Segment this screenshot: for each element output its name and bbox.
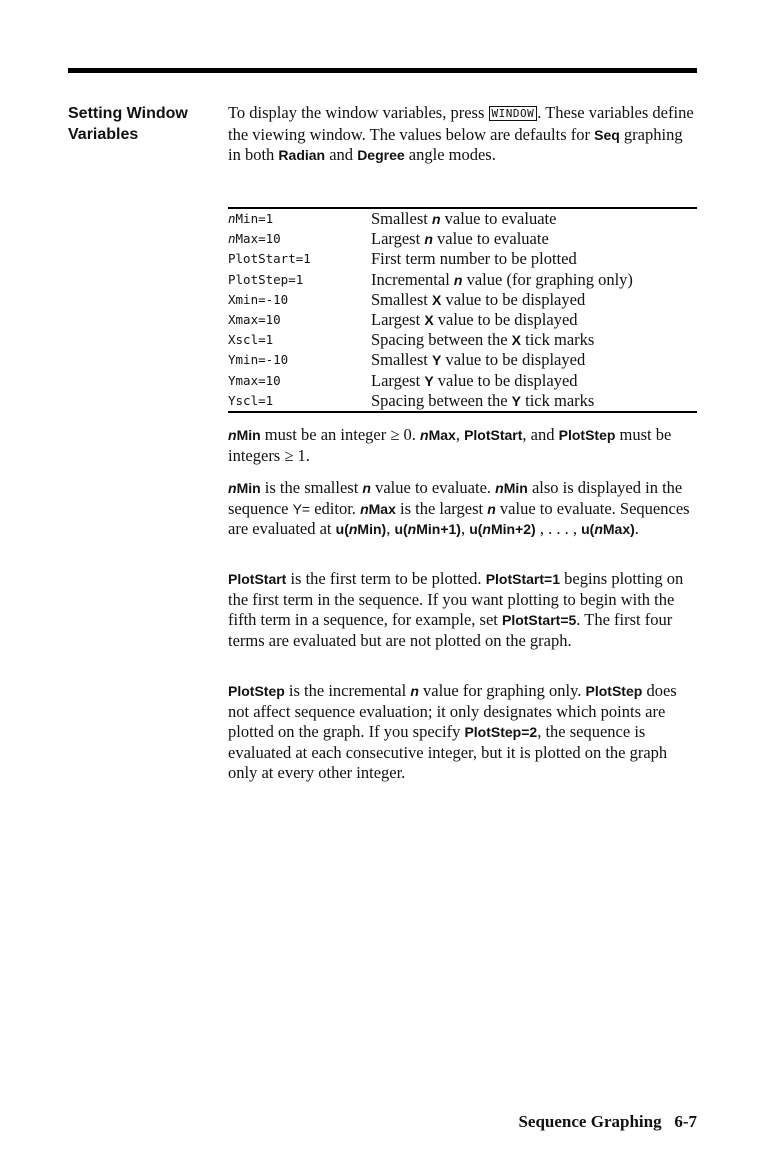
term-plotstep-2: PlotStep=2 [464, 724, 538, 740]
description-term: n [424, 231, 433, 248]
variable-setting: Xscl=1 [228, 332, 274, 348]
u-term: Min+2) [490, 521, 536, 537]
text: value to evaluate. Sequences are evaluated at [228, 498, 690, 538]
text: . The first four terms are evaluated but are not plotted on the graph. [228, 610, 673, 650]
description-term: Y [431, 352, 442, 369]
table-row [228, 208, 697, 229]
term-plotstart: PlotStart [464, 427, 523, 443]
variable-name [228, 270, 371, 290]
paragraph-nmin-nmax [228, 478, 698, 540]
u-term: u( [469, 521, 483, 537]
section-heading-line1: Setting Window [68, 105, 188, 122]
term-nmin: Min [503, 480, 528, 496]
u-term: u( [335, 521, 349, 537]
description-text: Largest [371, 229, 425, 249]
variable-description [371, 229, 697, 249]
variable-description [371, 270, 697, 290]
intro-text: graphing in both [228, 124, 683, 164]
section-heading-line2: Variables [68, 126, 139, 143]
variable-description [371, 208, 697, 229]
table-row [228, 270, 697, 290]
description-term: n [453, 271, 463, 288]
term-n: n [420, 427, 429, 443]
window-key: WINDOW [489, 106, 538, 121]
intro-text: . These variables define the viewing window. The values below are defaults for [228, 103, 694, 144]
text: is the smallest [260, 478, 363, 497]
table-row [228, 350, 697, 370]
u-term: Min+1) [416, 521, 461, 537]
variable-setting: Ymax=10 [228, 372, 281, 388]
intro-paragraph [228, 103, 698, 166]
intro-text: and [325, 145, 358, 164]
description-term: Y [511, 392, 522, 409]
description-text: Smallest [371, 209, 432, 228]
table-row [228, 310, 697, 330]
text: , the sequence is evaluated at each consecutive integer, but it is plotted on the graph only at every other integer. [228, 722, 668, 782]
term-nmax: Max [428, 427, 456, 443]
text: does not affect sequence evaluation; it only designates which points are plotted on the graph. If you specify [228, 681, 677, 741]
top-rule [68, 68, 697, 73]
description-text: Smallest [371, 350, 432, 370]
term-plotstart: PlotStart [228, 571, 287, 587]
variable-description [371, 350, 697, 370]
variable-description [371, 249, 697, 269]
window-variables-table [228, 207, 697, 413]
u-term: Max) [602, 521, 635, 537]
variable-setting: Xmin=-10 [228, 291, 289, 307]
variable-description [371, 371, 697, 391]
text: must be an integer ≥ 0. [260, 425, 421, 444]
text: value for graphing only. [418, 681, 586, 700]
description-text: value to be displayed [441, 350, 586, 370]
description-text: value to be displayed [433, 309, 578, 329]
seq-term: Seq [594, 126, 620, 143]
text: . [634, 519, 639, 538]
y-equals-editor: Y= [292, 500, 311, 517]
description-text: Largest [371, 309, 425, 329]
u-term: Min) [357, 521, 387, 537]
text: editor. [310, 498, 361, 518]
description-term: Y [424, 372, 434, 389]
description-text: Incremental [371, 269, 454, 289]
table-row [228, 371, 697, 391]
variable-setting: PlotStep=1 [228, 271, 304, 287]
term-n: n [407, 521, 417, 537]
variable-setting: Xmax=10 [228, 311, 281, 327]
table-row [228, 290, 697, 310]
term-n: n [482, 521, 491, 537]
text: value to evaluate. [370, 478, 496, 497]
description-text: Spacing between the [371, 390, 512, 410]
variable-description [371, 330, 697, 350]
text: , [386, 519, 395, 538]
term-n: n [487, 500, 496, 517]
text: is the first term to be plotted. [286, 569, 486, 588]
variable-n-prefix: n [228, 231, 236, 247]
variable-name [228, 290, 371, 310]
table-row [228, 391, 697, 412]
variable-name [228, 208, 371, 229]
variable-name [228, 229, 371, 249]
section-heading [68, 103, 218, 145]
variable-description [371, 310, 697, 330]
variable-name [228, 330, 371, 350]
intro-text: To display the window variables, press [228, 103, 489, 122]
variable-setting: Yscl=1 [228, 392, 274, 408]
variable-name [228, 371, 371, 391]
term-nmin: Min [236, 427, 261, 443]
description-term: n [431, 211, 441, 227]
table-row [228, 249, 697, 269]
intro-text: angle modes. [404, 145, 496, 164]
term-n: n [228, 427, 237, 443]
radian-term: Radian [278, 147, 326, 163]
description-term: X [431, 291, 442, 308]
variable-description [371, 290, 697, 310]
text: must be integers ≥ 1. [228, 425, 672, 465]
table-row [228, 229, 697, 249]
term-n: n [360, 500, 369, 517]
description-text: tick marks [521, 390, 595, 410]
term-plotstep: PlotStep [228, 683, 285, 699]
description-text: value to be displayed [441, 289, 586, 309]
description-term: X [424, 311, 434, 328]
term-n: n [594, 521, 603, 537]
term-n: n [410, 683, 419, 699]
text: , [460, 519, 470, 538]
description-text: Largest [371, 370, 425, 390]
variable-name [228, 310, 371, 330]
description-text: tick marks [521, 330, 595, 350]
description-term: X [511, 332, 522, 349]
variable-setting: PlotStart=1 [228, 251, 311, 267]
variable-n-prefix: n [228, 211, 236, 226]
term-plotstart-5: PlotStart=5 [501, 612, 577, 628]
variable-setting: Ymin=-10 [228, 352, 289, 368]
variable-name [228, 391, 371, 412]
page-footer [518, 1112, 697, 1132]
text: , [455, 425, 465, 444]
degree-term: Degree [357, 147, 405, 163]
variable-setting: Min=1 [235, 211, 274, 226]
description-text: value to be displayed [433, 370, 578, 390]
term-n: n [228, 480, 237, 496]
description-text: First term number to be plotted [371, 249, 577, 269]
term-n: n [495, 480, 504, 496]
variable-description [371, 391, 697, 412]
description-text: Spacing between the [371, 330, 512, 350]
text: , . . . , [535, 519, 582, 538]
variable-name [228, 249, 371, 269]
description-text: value (for graphing only) [462, 269, 633, 289]
term-nmax: Max [368, 500, 396, 517]
u-term: u( [394, 521, 408, 537]
u-term: u( [581, 521, 595, 537]
footer-title: Sequence Graphing [518, 1112, 662, 1131]
term-nmin: Min [236, 480, 261, 496]
term-plotstep: PlotStep [585, 683, 643, 699]
variable-name [228, 350, 371, 370]
text: also is displayed in the sequence [228, 478, 683, 518]
text: is the incremental [284, 681, 411, 700]
page-number: 6-7 [674, 1112, 697, 1131]
term-n: n [362, 480, 371, 496]
description-text: value to evaluate [440, 209, 557, 228]
term-plotstart-1: PlotStart=1 [485, 571, 560, 587]
table-row [228, 330, 697, 350]
paragraph-integer-rules [228, 425, 698, 466]
text: is the largest [395, 498, 488, 518]
paragraph-plotstep [228, 681, 698, 784]
text: , and [522, 425, 559, 444]
variable-setting: Max=10 [235, 231, 281, 247]
description-text: value to evaluate [432, 229, 549, 249]
description-text: Smallest [371, 289, 432, 309]
term-n: n [348, 521, 358, 537]
paragraph-plotstart [228, 569, 698, 651]
term-plotstep: PlotStep [558, 427, 616, 443]
text: begins plotting on the first term in the sequence. If you want plotting to begin with the fifth term in a sequence, for example, set [228, 569, 684, 629]
